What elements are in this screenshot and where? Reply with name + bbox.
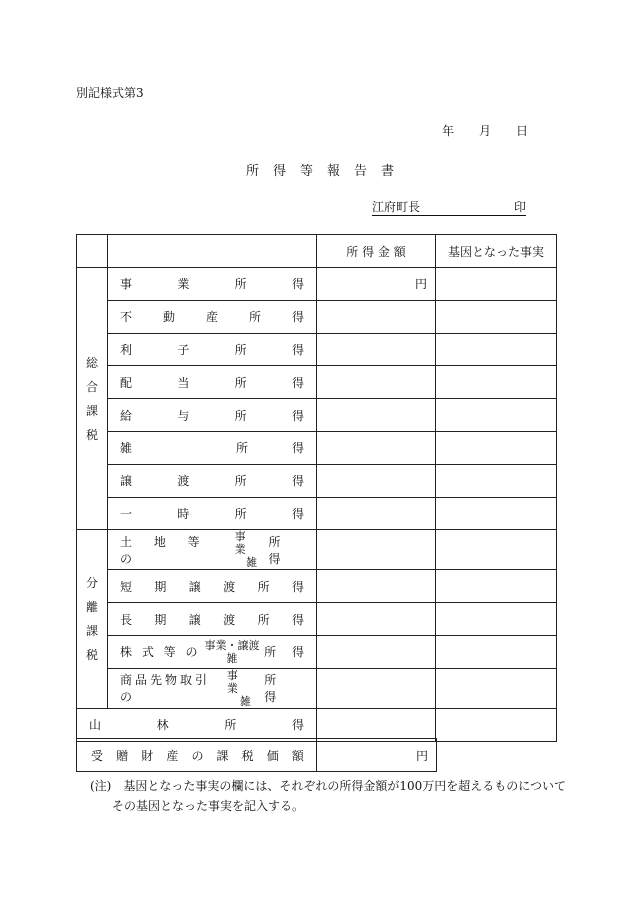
row-label-salary: 給 与 所 得 bbox=[108, 399, 317, 432]
amount-cell[interactable] bbox=[317, 530, 436, 570]
row-label-real-estate: 不 動 産 所 得 bbox=[108, 300, 317, 333]
yen-unit: 円 bbox=[415, 748, 428, 763]
day-label: 日 bbox=[515, 124, 528, 138]
month-label: 月 bbox=[478, 124, 491, 138]
amount-cell[interactable] bbox=[317, 635, 436, 668]
footnote bbox=[90, 776, 566, 816]
row-label-business: 事 業 所 得 bbox=[108, 268, 317, 301]
date-line bbox=[442, 122, 528, 139]
reason-cell[interactable] bbox=[436, 300, 557, 333]
row-label-futures: 商品先物取引の 事 業 雑 所 得 bbox=[108, 668, 317, 708]
row-label-transfer: 譲 渡 所 得 bbox=[108, 464, 317, 497]
amount-cell[interactable] bbox=[317, 497, 436, 530]
income-table bbox=[76, 234, 557, 742]
amount-cell[interactable] bbox=[317, 268, 436, 301]
gift-label: 受 贈 財 産 の 課 税 価 額 bbox=[77, 739, 317, 772]
table-row bbox=[77, 333, 557, 366]
gift-table bbox=[76, 738, 437, 772]
year-label: 年 bbox=[442, 124, 455, 138]
amount-cell[interactable] bbox=[317, 300, 436, 333]
reason-cell[interactable] bbox=[436, 530, 557, 570]
section-label-general: 総 合 課 税 bbox=[77, 268, 108, 530]
amount-cell[interactable] bbox=[317, 708, 436, 741]
reason-cell[interactable] bbox=[436, 603, 557, 636]
section-label-separate: 分 離 課 税 bbox=[77, 530, 108, 708]
reason-cell[interactable] bbox=[436, 708, 557, 741]
header-row bbox=[77, 235, 557, 268]
row-label-temporary: 一 時 所 得 bbox=[108, 497, 317, 530]
table-row bbox=[77, 300, 557, 333]
row-label-forest: 山 林 所 得 bbox=[77, 708, 317, 741]
form-id: 別記様式第3 bbox=[76, 86, 144, 100]
reason-cell[interactable] bbox=[436, 635, 557, 668]
footnote-line-2: その基因となった事実を記入する。 bbox=[112, 799, 305, 813]
amount-cell[interactable] bbox=[317, 399, 436, 432]
table-row bbox=[77, 399, 557, 432]
header-reason: 基因となった事実 bbox=[436, 235, 557, 268]
reason-cell[interactable] bbox=[436, 570, 557, 603]
header-blank-2 bbox=[108, 235, 317, 268]
table-row bbox=[77, 464, 557, 497]
row-label-land: 土 地 等 の 事 業 雑 所 得 bbox=[108, 530, 317, 570]
table-row bbox=[77, 570, 557, 603]
footnote-line-1: (注) 基因となった事実の欄には、それぞれの所得金額が100万円を超えるものについて bbox=[90, 779, 567, 793]
amount-cell[interactable] bbox=[317, 431, 436, 464]
row-label-short-term: 短 期 譲 渡 所 得 bbox=[108, 570, 317, 603]
mayor-name: 江府町長 bbox=[372, 200, 421, 214]
amount-cell[interactable] bbox=[317, 668, 436, 708]
table-row bbox=[77, 431, 557, 464]
table-row bbox=[77, 668, 557, 708]
reason-cell[interactable] bbox=[436, 497, 557, 530]
mayor-line bbox=[372, 198, 526, 216]
reason-cell[interactable] bbox=[436, 464, 557, 497]
amount-cell[interactable] bbox=[317, 603, 436, 636]
table-row bbox=[77, 708, 557, 741]
reason-cell[interactable] bbox=[436, 268, 557, 301]
reason-cell[interactable] bbox=[436, 399, 557, 432]
table-row bbox=[77, 530, 557, 570]
reason-cell[interactable] bbox=[436, 333, 557, 366]
header-amount: 所 得 金 額 bbox=[317, 235, 436, 268]
row-label-long-term: 長 期 譲 渡 所 得 bbox=[108, 603, 317, 636]
table-row bbox=[77, 603, 557, 636]
amount-cell[interactable] bbox=[317, 570, 436, 603]
row-label-interest: 利 子 所 得 bbox=[108, 333, 317, 366]
amount-cell[interactable] bbox=[317, 366, 436, 399]
gift-amount-cell[interactable] bbox=[317, 739, 437, 772]
table-row bbox=[77, 497, 557, 530]
document-title: 所得等報告書 bbox=[246, 164, 409, 179]
reason-cell[interactable] bbox=[436, 431, 557, 464]
reason-cell[interactable] bbox=[436, 668, 557, 708]
table-row bbox=[77, 635, 557, 668]
row-label-dividend: 配 当 所 得 bbox=[108, 366, 317, 399]
amount-cell[interactable] bbox=[317, 464, 436, 497]
table-row bbox=[77, 739, 437, 772]
reason-cell[interactable] bbox=[436, 366, 557, 399]
seal-mark: 印 bbox=[513, 200, 526, 214]
table-row bbox=[77, 366, 557, 399]
row-label-misc: 雑 所 得 bbox=[108, 431, 317, 464]
row-label-stocks: 株 式 等 の 事業・譲渡 雑 所 得 bbox=[108, 635, 317, 668]
table-row bbox=[77, 268, 557, 301]
amount-cell[interactable] bbox=[317, 333, 436, 366]
header-blank-1 bbox=[77, 235, 108, 268]
yen-unit: 円 bbox=[414, 277, 427, 292]
